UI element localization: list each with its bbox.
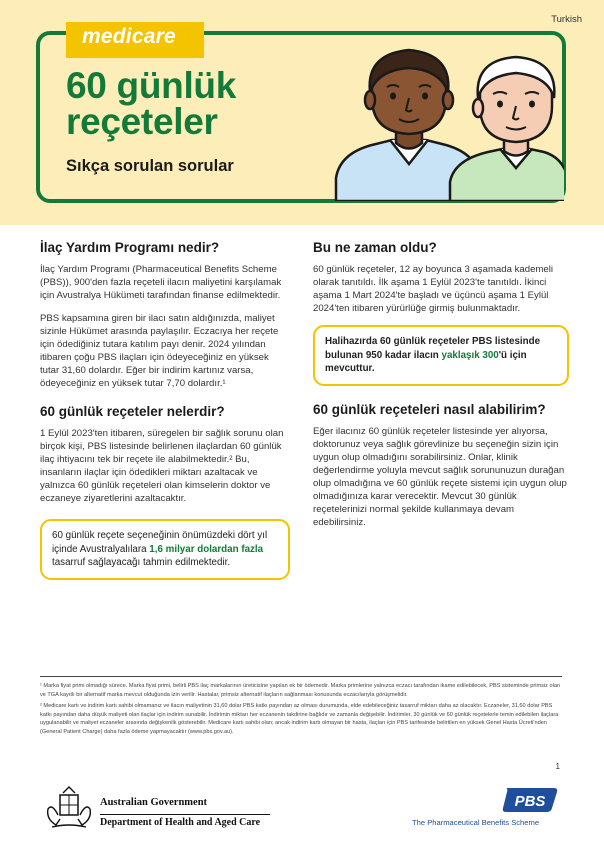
section-pbs-paragraph-1: İlaç Yardım Programı (Pharmaceutical Benefits Scheme (PBS)), 900'den fazla reçeteli ilacın maliyetini karşılamak için Avustralya Hükümeti tarafından finanse edilmektedir. <box>40 264 282 301</box>
footnotes <box>40 676 562 740</box>
availability-callout-text-1: Halihazırda 60 günlük reçeteler PBS listesinde bulunan 950 kadar ilacın <box>325 336 541 361</box>
man-illustration <box>450 57 564 201</box>
section-heading-when: Bu ne zaman oldu? <box>313 240 437 255</box>
availability-callout <box>313 325 569 386</box>
pbs-badge-icon <box>500 786 560 814</box>
pbs-name: The Pharmaceutical Benefits Scheme <box>412 818 540 827</box>
language-label: Turkish <box>551 14 582 25</box>
gov-name: Australian Government <box>100 797 208 808</box>
section-heading-what: 60 günlük reçeteler nelerdir? <box>40 404 225 419</box>
savings-callout <box>40 519 290 580</box>
left-column <box>40 240 290 592</box>
savings-callout-text-1: 60 günlük reçete seçeneğinin önümüzdeki dört yıl içinde Avustralyalılara <box>52 530 268 555</box>
department-name: Department of Health and Aged Care <box>100 814 270 828</box>
page-number: 1 <box>555 762 560 771</box>
footnote-1: ¹ Marka fiyat primi olmadığı sürece. Marka fiyat primi, belirli PBS ilaç markalarının üreticisine yapılan ek bir ödemedir. Marka primlerine yalnızca eczacı tarafından ikame edilebilecek, PBS sisteminde primsiz olan ve TGA kayıtlı bir alternatif marka mevcut olduğunda izin verilir. Hastalar, primsiz alternatif ilaçların sağlanması konusunda eczacılarıyla görüşmelidir. <box>40 683 561 698</box>
coat-of-arms-icon <box>44 785 94 831</box>
availability-callout-highlight: yaklaşık 300 <box>441 349 499 361</box>
australian-government-logo <box>44 785 284 831</box>
people-illustration <box>330 40 564 201</box>
section-how-paragraph: Eğer ilacınız 60 günlük reçeteler listesinde yer alıyorsa, doktorunuz veya sağlık görevlinize bu seçeneğin sizin için uygun olup olmadığını sorabilirsiniz. Onlar, klinik değerlendirme yoluyla mevcut sağlık sorununuzun durağan olup olmadığına ve 60 günlük reçete sistemi için uygun olup olmadığınıza karar verecektir. Mevcut 30 günlük reçetelerinizi normal şekilde kullanmaya devam edebilirsiniz. <box>313 425 567 528</box>
hero-banner <box>0 0 604 225</box>
section-pbs-paragraph-2: PBS kapsamına giren bir ilacı satın aldığınızda, maliyet sizinle Hükümet arasında paylaşılır. Eczacıya her reçete için ödediğiniz tutara katılım payı denir. 2024 yılından itibaren çoğu PBS ilaçları için ödeyeceğiniz en yüksek tutar 31,60 dolardır. Eğer bir indirim kartınız varsa, ödeyeceğiniz en yüksek tutar 7,70 dolardır.¹ <box>40 313 279 389</box>
medicare-logo-text: medicare <box>82 25 176 48</box>
section-what-paragraph: 1 Eylül 2023'ten itibaren, süregelen bir sağlık sorunu olan birçok kişi, PBS listesinde belirlenen ilaçlardan 60 günlük ilaç ihtiyacını tek bir reçete ile alabilmektedir.² Bu, insanların ilaçlar için ödedikleri miktarı azaltacak ve yalnızca 60 günlük reçeteleri olan kimselerin doktor ve eczaneye ziyaretlerini azaltacaktır. <box>40 428 284 504</box>
section-when-paragraph: 60 günlük reçeteler, 12 ay boyunca 3 aşamada kademeli olarak tanıtıldı. İlk aşama 1 Eylül 2023'te tanıtıldı. İkinci aşama 1 Mart 2024'te başladı ve üçüncü aşama 1 Eylül 2024'ten itibaren yürürlüğe girmiş bulunmaktadır. <box>313 264 553 314</box>
section-heading-how: 60 günlük reçeteleri nasıl alabilirim? <box>313 401 546 417</box>
savings-callout-highlight: 1,6 milyar dolardan fazla <box>149 543 264 555</box>
footnote-2: ² Medicare kartı ve indirim kartı sahibi olmamanız ve ilacın maliyetinin 31,60 dolar PBS katkı payından az olması durumunda, elde edebileceğiniz tasarruf miktarı daha az olacaktır. Eczaneler, 31,60 dolar PBS katkı payından daha düşük maliyeti olan ilaçlar için indirim sunabilir. İndirimin miktarı her eczanenin takdirine bağlıdır ve zamanla değişebilir. İndirimler, 30 günlük ve 60 günlük reçetelerle temin edilebilen ilaçlara uygulanabilir ve maliyet eczaneler arasında değişkenlik gösterebilir. Medicare kartı sahibi olan; ancak indirim kartı olmayan bir hasta, ilaçları için PBS tarifesinde belirtilen en yüksek Genel Hasta Ücreti'nden (General Patient Charge) daha fazla ödeme yapmayacaktır (www.pbs.gov.au). <box>40 703 559 735</box>
right-column <box>313 240 569 539</box>
page-title-line1: 60 günlük <box>66 65 236 106</box>
savings-callout-text-2: tasarruf sağlayacağı tahmin edilmektedir. <box>52 557 231 568</box>
pbs-logo <box>412 786 562 830</box>
medicare-logo <box>66 22 204 58</box>
page-title <box>66 65 236 142</box>
availability-callout-text-2: 'ü için mevcuttur. <box>325 349 527 374</box>
section-heading-pbs: İlaç Yardım Programı nedir? <box>40 240 220 255</box>
page-title-line2: reçeteler <box>66 101 218 142</box>
page-subtitle: Sıkça sorulan sorular <box>66 157 234 175</box>
pbs-badge-text: PBS <box>514 793 546 810</box>
